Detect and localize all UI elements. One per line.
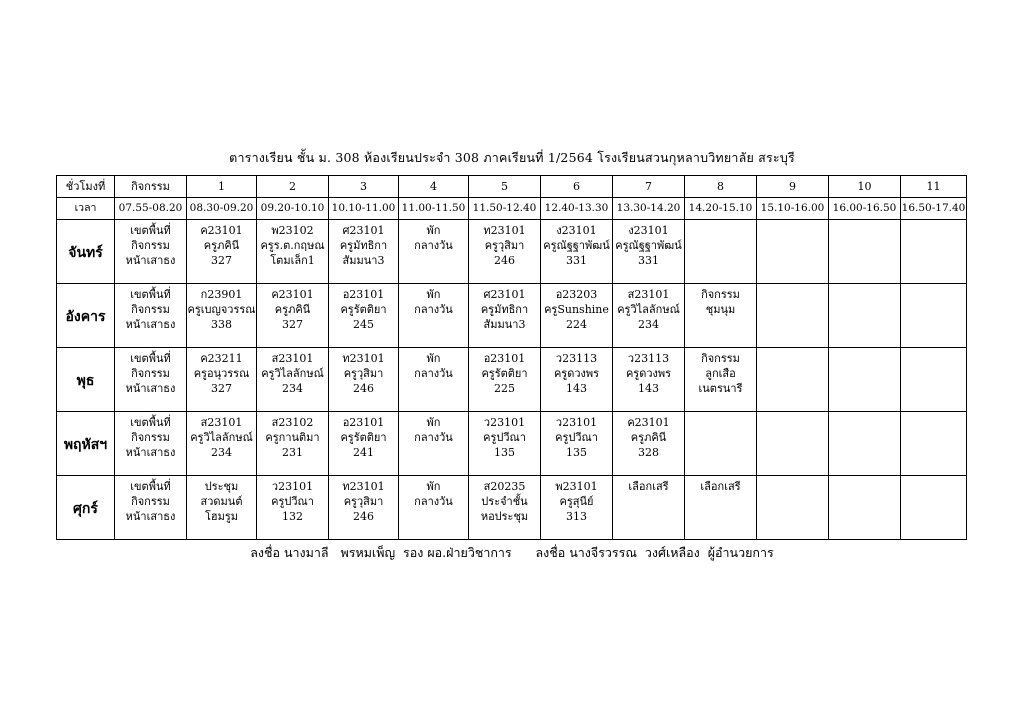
cell-line: 331 bbox=[638, 254, 659, 267]
cell-line: ประจำชั้น bbox=[481, 495, 528, 508]
header-cell: 4 bbox=[399, 176, 469, 198]
cell-line: กลางวัน bbox=[414, 431, 453, 444]
time-cell: 09.20-10.10 bbox=[257, 198, 329, 220]
cell-line: 331 bbox=[566, 254, 587, 267]
time-row bbox=[57, 198, 967, 220]
cell-line: ส23102 bbox=[271, 416, 314, 429]
cell-line: ครูปวีณา bbox=[271, 495, 314, 508]
schedule-cell bbox=[115, 476, 187, 540]
time-cell: 13.30-14.20 bbox=[613, 198, 685, 220]
schedule-cell bbox=[829, 348, 901, 412]
cell-line: ครูรัตติยา bbox=[340, 303, 387, 316]
day-name: ศุกร์ bbox=[57, 476, 115, 540]
cell-line: ส23101 bbox=[627, 288, 670, 301]
cell-line: สวดมนต์ bbox=[200, 495, 243, 508]
header-cell: 6 bbox=[541, 176, 613, 198]
cell-line: ค23101 bbox=[627, 416, 670, 429]
cell-line: ง23101 bbox=[556, 224, 597, 237]
schedule-cell bbox=[685, 412, 757, 476]
cell-line: ครูมัทธิกา bbox=[480, 303, 529, 316]
cell-line: ว23101 bbox=[555, 416, 598, 429]
header-cell: 9 bbox=[757, 176, 829, 198]
cell-line: กลางวัน bbox=[414, 303, 453, 316]
cell-line: ว23113 bbox=[627, 352, 670, 365]
schedule-cell bbox=[685, 220, 757, 284]
schedule-cell bbox=[115, 412, 187, 476]
schedule-cell bbox=[829, 284, 901, 348]
cell-line: ครูวุสิมา bbox=[343, 495, 384, 508]
cell-line: ค23211 bbox=[200, 352, 243, 365]
cell-line: กิจกรรม bbox=[131, 239, 170, 252]
day-name: อังคาร bbox=[57, 284, 115, 348]
cell-line: กิจกรรม bbox=[131, 431, 170, 444]
schedule-cell bbox=[469, 284, 541, 348]
schedule-cell bbox=[187, 476, 257, 540]
schedule-cell bbox=[757, 220, 829, 284]
cell-line: พ23102 bbox=[271, 224, 314, 237]
cell-line: กลางวัน bbox=[414, 239, 453, 252]
header-cell: 5 bbox=[469, 176, 541, 198]
day-row bbox=[57, 348, 967, 412]
cell-line: หน้าเสาธง bbox=[125, 382, 176, 395]
cell-line: 143 bbox=[638, 382, 659, 395]
schedule-cell bbox=[613, 476, 685, 540]
schedule-cell bbox=[469, 476, 541, 540]
cell-line: ครูกานติมา bbox=[265, 431, 320, 444]
schedule-cell bbox=[115, 284, 187, 348]
schedule-cell bbox=[257, 220, 329, 284]
cell-line: 246 bbox=[353, 510, 374, 523]
schedule-cell bbox=[329, 348, 399, 412]
cell-line: ครูรัตติยา bbox=[481, 367, 528, 380]
cell-line: อ23101 bbox=[342, 416, 385, 429]
time-cell: 16.50-17.40 bbox=[901, 198, 967, 220]
cell-line: ศ23101 bbox=[342, 224, 385, 237]
schedule-cell bbox=[829, 412, 901, 476]
cell-line: 327 bbox=[211, 254, 232, 267]
cell-line: 224 bbox=[566, 318, 587, 331]
schedule-cell bbox=[613, 284, 685, 348]
time-cell: 10.10-11.00 bbox=[329, 198, 399, 220]
cell-line: ครูภคินี bbox=[274, 303, 311, 316]
schedule-cell bbox=[257, 348, 329, 412]
header-cell: 8 bbox=[685, 176, 757, 198]
cell-line: ว23113 bbox=[555, 352, 598, 365]
cell-line: ศ23101 bbox=[483, 288, 526, 301]
schedule-cell bbox=[901, 284, 967, 348]
cell-line: 338 bbox=[211, 318, 232, 331]
cell-line: พัก bbox=[426, 352, 441, 365]
schedule-cell bbox=[257, 284, 329, 348]
cell-line: ครูเบญจวรรณ bbox=[187, 303, 256, 316]
cell-line: ครูวิไลลักษณ์ bbox=[261, 367, 324, 380]
cell-line: เนตรนารี bbox=[698, 382, 743, 395]
cell-line: ครูสุนีย์ bbox=[559, 495, 594, 508]
cell-line: เลือกเสรี bbox=[700, 480, 741, 493]
cell-line: อ23101 bbox=[483, 352, 526, 365]
header-cell: ชั่วโมงที่ bbox=[57, 176, 115, 198]
cell-line: 234 bbox=[211, 446, 232, 459]
day-name: พุธ bbox=[57, 348, 115, 412]
cell-line: 245 bbox=[353, 318, 374, 331]
cell-line: ครูอนุวรรณ bbox=[193, 367, 250, 380]
day-row bbox=[57, 476, 967, 540]
cell-line: ครูปวีณา bbox=[483, 431, 526, 444]
schedule-cell bbox=[329, 220, 399, 284]
cell-line: ครูดวงพร bbox=[553, 367, 600, 380]
cell-line: ชุมนุม bbox=[705, 303, 736, 316]
time-cell: 07.55-08.20 bbox=[115, 198, 187, 220]
cell-line: ครูวิไลลักษณ์ bbox=[617, 303, 680, 316]
cell-line: เขตพื้นที่ bbox=[130, 480, 171, 493]
cell-line: ท23101 bbox=[342, 480, 385, 493]
schedule-cell bbox=[115, 220, 187, 284]
schedule-cell bbox=[329, 412, 399, 476]
cell-line: ส20235 bbox=[483, 480, 526, 493]
header-row bbox=[57, 176, 967, 198]
day-row bbox=[57, 284, 967, 348]
cell-line: เลือกเสรี bbox=[628, 480, 669, 493]
cell-line: ประชุม bbox=[204, 480, 239, 493]
cell-line: กลางวัน bbox=[414, 495, 453, 508]
cell-line: กิจกรรม bbox=[131, 495, 170, 508]
cell-line: กิจกรรม bbox=[701, 288, 740, 301]
cell-line: ครูภคินี bbox=[203, 239, 240, 252]
page-title: ตารางเรียน ชั้น ม. 308 ห้องเรียนประจำ 308 ภาคเรียนที่ 1/2564 โรงเรียนสวนกุหลาบวิทยาลัย สระบุรี bbox=[229, 150, 795, 165]
schedule-cell bbox=[541, 284, 613, 348]
time-cell: เวลา bbox=[57, 198, 115, 220]
cell-line: ครูวุสิมา bbox=[484, 239, 525, 252]
cell-line: ลูกเสือ bbox=[705, 367, 736, 380]
schedule-cell bbox=[757, 348, 829, 412]
schedule-cell bbox=[469, 348, 541, 412]
cell-line: พัก bbox=[426, 416, 441, 429]
header-cell: กิจกรรม bbox=[115, 176, 187, 198]
cell-line: ก23901 bbox=[200, 288, 243, 301]
timetable bbox=[56, 175, 967, 540]
cell-line: กิจกรรม bbox=[701, 352, 740, 365]
cell-line: 234 bbox=[282, 382, 303, 395]
schedule-cell bbox=[399, 284, 469, 348]
cell-line: 246 bbox=[353, 382, 374, 395]
cell-line: เขตพื้นที่ bbox=[130, 416, 171, 429]
time-cell: 11.00-11.50 bbox=[399, 198, 469, 220]
cell-line: ค23101 bbox=[200, 224, 243, 237]
cell-line: 135 bbox=[494, 446, 515, 459]
cell-line: 241 bbox=[353, 446, 374, 459]
schedule-cell bbox=[399, 476, 469, 540]
cell-line: ครูณัฐฐาพัฒน์ bbox=[615, 239, 682, 252]
cell-line: ท23101 bbox=[483, 224, 526, 237]
cell-line: ว23101 bbox=[271, 480, 314, 493]
cell-line: ว23101 bbox=[483, 416, 526, 429]
schedule-cell bbox=[901, 348, 967, 412]
schedule-cell bbox=[613, 348, 685, 412]
schedule-cell bbox=[541, 412, 613, 476]
schedule-cell bbox=[399, 348, 469, 412]
cell-line: หน้าเสาธง bbox=[125, 318, 176, 331]
day-row bbox=[57, 412, 967, 476]
schedule-cell bbox=[757, 284, 829, 348]
day-row bbox=[57, 220, 967, 284]
schedule-cell bbox=[329, 476, 399, 540]
cell-line: ครูปวีณา bbox=[555, 431, 598, 444]
schedule-cell bbox=[187, 412, 257, 476]
schedule-cell bbox=[187, 220, 257, 284]
time-cell: 16.00-16.50 bbox=[829, 198, 901, 220]
schedule-cell bbox=[901, 476, 967, 540]
header-cell: 1 bbox=[187, 176, 257, 198]
schedule-cell bbox=[469, 412, 541, 476]
schedule-cell bbox=[757, 476, 829, 540]
cell-line: พัก bbox=[426, 288, 441, 301]
cell-line: 234 bbox=[638, 318, 659, 331]
schedule-cell bbox=[257, 412, 329, 476]
cell-line: สัมมนา3 bbox=[342, 254, 385, 267]
cell-line: 225 bbox=[494, 382, 515, 395]
schedule-cell bbox=[685, 284, 757, 348]
cell-line: ง23101 bbox=[628, 224, 669, 237]
schedule-cell bbox=[399, 220, 469, 284]
cell-line: ครูมัทธิกา bbox=[339, 239, 388, 252]
schedule-cell bbox=[329, 284, 399, 348]
cell-line: โตมเล็ก1 bbox=[270, 254, 315, 267]
header-cell: 2 bbox=[257, 176, 329, 198]
cell-line: 246 bbox=[494, 254, 515, 267]
cell-line: 327 bbox=[211, 382, 232, 395]
header-cell: 11 bbox=[901, 176, 967, 198]
cell-line: ส23101 bbox=[271, 352, 314, 365]
schedule-cell bbox=[613, 412, 685, 476]
header-cell: 7 bbox=[613, 176, 685, 198]
cell-line: อ23203 bbox=[555, 288, 598, 301]
schedule-cell bbox=[187, 284, 257, 348]
schedule-cell bbox=[115, 348, 187, 412]
cell-line: 143 bbox=[566, 382, 587, 395]
cell-line: อ23101 bbox=[342, 288, 385, 301]
cell-line: ครูวิไลลักษณ์ bbox=[190, 431, 253, 444]
time-cell: 14.20-15.10 bbox=[685, 198, 757, 220]
cell-line: ท23101 bbox=[342, 352, 385, 365]
schedule-cell bbox=[541, 348, 613, 412]
cell-line: 132 bbox=[282, 510, 303, 523]
time-cell: 12.40-13.30 bbox=[541, 198, 613, 220]
cell-line: ครูณัฐฐาพัฒน์ bbox=[543, 239, 610, 252]
cell-line: สัมมนา3 bbox=[483, 318, 526, 331]
cell-line: 328 bbox=[638, 446, 659, 459]
schedule-cell bbox=[685, 348, 757, 412]
cell-line: 231 bbox=[282, 446, 303, 459]
day-name: พฤหัสฯ bbox=[57, 412, 115, 476]
signature-footer: ลงชื่อ นางมาลี พรหมเพ็ญ รอง ผอ.ฝ่ายวิชาการ ลงชื่อ นางจีรวรรณ วงศ์เหลือง ผู้อำนวยการ bbox=[250, 545, 774, 560]
cell-line: กลางวัน bbox=[414, 367, 453, 380]
cell-line: 327 bbox=[282, 318, 303, 331]
header-cell: 10 bbox=[829, 176, 901, 198]
cell-line: หอประชุม bbox=[480, 510, 529, 523]
schedule-cell bbox=[541, 476, 613, 540]
time-cell: 08.30-09.20 bbox=[187, 198, 257, 220]
schedule-cell bbox=[257, 476, 329, 540]
cell-line: ครูวุสิมา bbox=[343, 367, 384, 380]
cell-line: กิจกรรม bbox=[131, 303, 170, 316]
schedule-cell bbox=[685, 476, 757, 540]
schedule-cell bbox=[901, 412, 967, 476]
cell-line: 135 bbox=[566, 446, 587, 459]
schedule-cell bbox=[469, 220, 541, 284]
schedule-cell bbox=[613, 220, 685, 284]
cell-line: เขตพื้นที่ bbox=[130, 224, 171, 237]
schedule-cell bbox=[187, 348, 257, 412]
cell-line: ครูดวงพร bbox=[625, 367, 672, 380]
cell-line: พัก bbox=[426, 480, 441, 493]
cell-line: 313 bbox=[566, 510, 587, 523]
cell-line: เขตพื้นที่ bbox=[130, 352, 171, 365]
cell-line: หน้าเสาธง bbox=[125, 510, 176, 523]
day-name: จันทร์ bbox=[57, 220, 115, 284]
cell-line: พ23101 bbox=[555, 480, 598, 493]
header-cell: 3 bbox=[329, 176, 399, 198]
cell-line: ครูรัตติยา bbox=[340, 431, 387, 444]
cell-line: หน้าเสาธง bbox=[125, 446, 176, 459]
schedule-cell bbox=[399, 412, 469, 476]
time-cell: 15.10-16.00 bbox=[757, 198, 829, 220]
schedule-cell bbox=[541, 220, 613, 284]
time-cell: 11.50-12.40 bbox=[469, 198, 541, 220]
cell-line: กิจกรรม bbox=[131, 367, 170, 380]
cell-line: ส23101 bbox=[200, 416, 243, 429]
cell-line: ค23101 bbox=[271, 288, 314, 301]
schedule-cell bbox=[829, 220, 901, 284]
cell-line: ครูSunshine bbox=[544, 303, 609, 316]
cell-line: ครูภคินี bbox=[630, 431, 667, 444]
cell-line: ครูร.ต.กฤษณ bbox=[260, 239, 325, 252]
schedule-cell bbox=[901, 220, 967, 284]
cell-line: เขตพื้นที่ bbox=[130, 288, 171, 301]
schedule-cell bbox=[757, 412, 829, 476]
cell-line: พัก bbox=[426, 224, 441, 237]
schedule-cell bbox=[829, 476, 901, 540]
cell-line: โฮมรูม bbox=[204, 510, 239, 523]
cell-line: หน้าเสาธง bbox=[125, 254, 176, 267]
